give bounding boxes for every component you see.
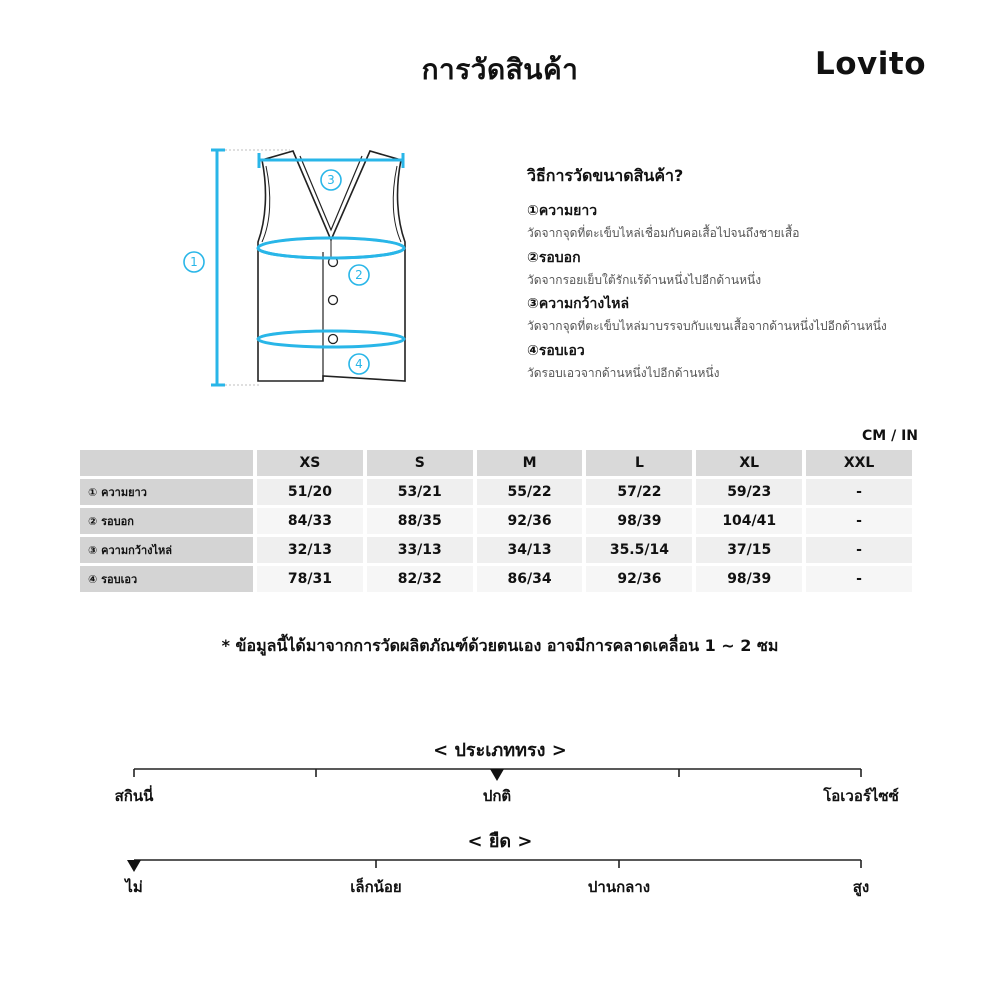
fit-scale-title: < ประเภททรง > xyxy=(433,740,567,761)
vest-measurement-diagram xyxy=(180,140,420,395)
table-cell: 92/36 xyxy=(586,566,692,592)
fit-label-oversize: โอเวอร์ไซซ์ xyxy=(823,787,899,805)
fit-label-skinny: สกินนี่ xyxy=(114,787,154,805)
table-cell: 86/34 xyxy=(477,566,583,592)
guide-item-desc: วัดจากจุดที่ตะเข็บไหล่เชื่อมกับคอเสื้อไปจนถึงชายเสื้อ xyxy=(527,226,800,240)
table-cell: 98/39 xyxy=(696,566,802,592)
fit-selected-marker xyxy=(490,769,504,781)
guide-heading: วิธีการวัดขนาดสินค้า? xyxy=(527,166,684,185)
table-cell: 59/23 xyxy=(696,479,802,505)
table-row xyxy=(80,537,912,563)
stretch-label-slight: เล็กน้อย xyxy=(350,878,402,896)
size-header: M xyxy=(477,450,583,476)
table-cell: 53/21 xyxy=(367,479,473,505)
row-label: ② รอบอก xyxy=(80,508,253,534)
size-header: XL xyxy=(696,450,802,476)
unit-label: CM / IN xyxy=(862,428,918,444)
table-cell: 88/35 xyxy=(367,508,473,534)
table-cell: 33/13 xyxy=(367,537,473,563)
table-cell: 34/13 xyxy=(477,537,583,563)
table-cell: - xyxy=(806,479,912,505)
length-badge-number: 1 xyxy=(190,255,198,269)
table-row xyxy=(80,479,912,505)
row-label: ④ รอบเอว xyxy=(80,566,253,592)
table-cell: 32/13 xyxy=(257,537,363,563)
table-cell: 82/32 xyxy=(367,566,473,592)
table-cell: 51/20 xyxy=(257,479,363,505)
table-cell: 55/22 xyxy=(477,479,583,505)
stretch-label-none: ไม่ xyxy=(125,878,143,896)
size-header: S xyxy=(367,450,473,476)
shoulder-badge-number: 3 xyxy=(327,173,335,187)
guide-item-desc: วัดจากจุดที่ตะเข็บไหล่มาบรรจบกับแขนเสื้อจากด้านหนึ่งไปอีกด้านหนึ่ง xyxy=(527,319,887,333)
guide-item-title: ①ความยาว xyxy=(527,203,598,219)
stretch-label-medium: ปานกลาง xyxy=(587,878,651,896)
table-row xyxy=(80,508,912,534)
table-row xyxy=(80,566,912,592)
guide-item-title: ③ความกว้างไหล่ xyxy=(527,296,630,312)
stretch-scale-title: < ยืด > xyxy=(467,831,533,852)
table-corner-cell xyxy=(80,450,253,476)
page-title: การวัดสินค้า xyxy=(421,53,579,86)
brand-logo: Lovito xyxy=(815,46,927,82)
guide-item-title: ④รอบเอว xyxy=(527,343,585,359)
table-cell: 92/36 xyxy=(477,508,583,534)
table-cell: 37/15 xyxy=(696,537,802,563)
table-cell: 78/31 xyxy=(257,566,363,592)
waist-badge-number: 4 xyxy=(355,357,363,371)
guide-item-title: ②รอบอก xyxy=(527,250,581,266)
table-cell: 35.5/14 xyxy=(586,537,692,563)
table-cell: 84/33 xyxy=(257,508,363,534)
guide-item-desc: วัดจากรอยเย็บใต้รักแร้ด้านหนึ่งไปอีกด้านหนึ่ง xyxy=(527,273,762,287)
stretch-selected-marker xyxy=(127,860,141,872)
row-label: ① ความยาว xyxy=(80,479,253,505)
table-cell: - xyxy=(806,566,912,592)
table-cell: - xyxy=(806,537,912,563)
table-cell: 57/22 xyxy=(586,479,692,505)
size-header: XS xyxy=(257,450,363,476)
stretch-scale-bar xyxy=(0,853,1000,883)
table-header-row xyxy=(80,450,912,476)
size-chart-table xyxy=(76,447,916,595)
table-cell: - xyxy=(806,508,912,534)
table-cell: 104/41 xyxy=(696,508,802,534)
row-label: ③ ความกว้างไหล่ xyxy=(80,537,253,563)
guide-item-desc: วัดรอบเอวจากด้านหนึ่งไปอีกด้านหนึ่ง xyxy=(527,366,720,380)
chest-badge-number: 2 xyxy=(355,268,363,282)
stretch-label-high: สูง xyxy=(852,878,870,896)
size-header: XXL xyxy=(806,450,912,476)
measurement-note: * ข้อมูลนี้ได้มาจากการวัดผลิตภัณฑ์ด้วยตนเอง อาจมีการคลาดเคลื่อน 1 ~ 2 ซม xyxy=(221,636,779,655)
fit-label-regular: ปกติ xyxy=(482,787,512,805)
size-header: L xyxy=(586,450,692,476)
table-cell: 98/39 xyxy=(586,508,692,534)
